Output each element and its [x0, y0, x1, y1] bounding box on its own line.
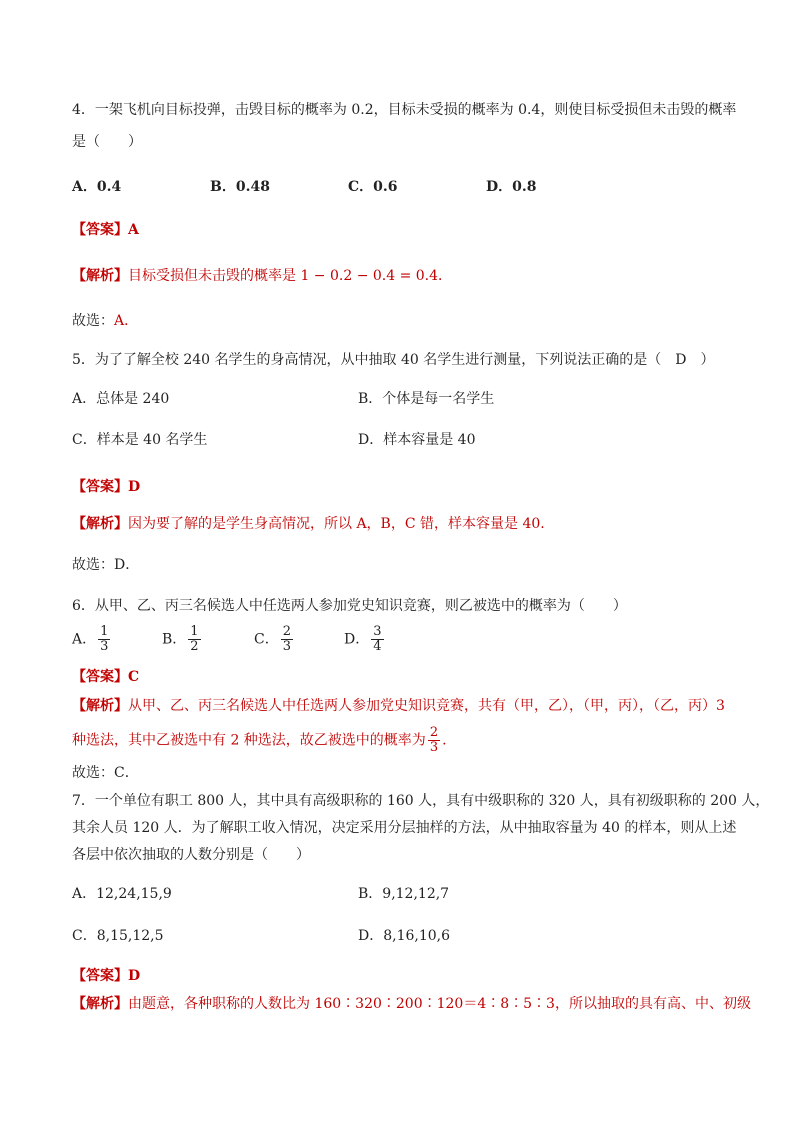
fraction-denominator: 2: [190, 639, 199, 654]
analysis-tag: 【解析】: [72, 516, 128, 532]
q5-analysis: [72, 514, 545, 534]
conclusion-value: A．: [114, 313, 139, 329]
answer-tag: 【答案】: [72, 222, 128, 238]
answer-value: A: [128, 222, 139, 238]
q5-conclusion: 故选：D．: [72, 557, 140, 573]
answer-tag: 【答案】: [72, 669, 128, 685]
fraction: [371, 625, 383, 654]
q4-option-c: C．0.6: [348, 179, 398, 195]
q7-option-b: B．9,12,12,7: [358, 886, 450, 902]
answer-value: C: [128, 669, 140, 685]
q5-option-b: B．个体是每一名学生: [358, 391, 495, 407]
q6-answer: [72, 667, 139, 687]
q7-analysis: [72, 994, 751, 1014]
conclusion-label: 故选：: [72, 313, 114, 329]
q6-option-c: [254, 625, 295, 654]
q5-answer: [72, 477, 140, 497]
analysis-text: 由题意，各种职称的人数比为 160∶320∶200∶120＝4∶8∶5∶3，所以抽取的具有高、中、初级: [128, 996, 751, 1012]
option-label: D．: [344, 631, 370, 648]
fraction: [98, 625, 110, 654]
q4-analysis: [72, 266, 452, 286]
q6-option-b: [162, 625, 203, 654]
q7-stem-line1: 7．一个单位有职工 800 人，其中具有高级职称的 160 人，具有中级职称的 320 人，具有初级职称的 200 人，: [72, 793, 770, 809]
fraction-numerator: 3: [373, 624, 382, 639]
q6-analysis-line2: [72, 726, 447, 755]
q7-stem-line2: 其余人员 120 人．为了解职工收入情况，决定采用分层抽样的方法，从中抽取容量为 40 的样本，则从上述: [72, 820, 737, 836]
option-label: A．: [72, 631, 97, 648]
fraction-numerator: 2: [429, 725, 439, 740]
q5-option-a: A．总体是 240: [72, 391, 170, 407]
q5-stem: 5．为了了解全校 240 名学生的身高情况，从中抽取 40 名学生进行测量，下列说法正确的是（ D ）: [72, 352, 715, 368]
q6-analysis-line1: [72, 696, 725, 716]
analysis-text: 种选法，其中乙被选中有 2 种选法，故乙被选中的概率为: [72, 732, 426, 749]
analysis-tag: 【解析】: [72, 268, 128, 284]
option-label: B．: [162, 631, 187, 648]
fraction-denominator: 3: [100, 639, 109, 654]
analysis-tag: 【解析】: [72, 698, 128, 714]
fraction-numerator: 2: [282, 624, 291, 639]
fraction-numerator: 1: [100, 624, 109, 639]
answer-tag: 【答案】: [72, 968, 128, 984]
fraction: [188, 625, 200, 654]
analysis-end: .: [442, 732, 447, 749]
option-label: C．: [254, 631, 279, 648]
fraction-denominator: 4: [373, 639, 382, 654]
q7-stem-line3: 各层中依次抽取的人数分别是（ ）: [72, 847, 310, 863]
fraction-denominator: 3: [429, 740, 439, 755]
answer-tag: 【答案】: [72, 479, 128, 495]
q4-option-b: B．0.48: [210, 179, 270, 195]
q4-conclusion: [72, 311, 138, 331]
q6-stem: 6．从甲、乙、丙三名候选人中任选两人参加党史知识竞赛，则乙被选中的概率为（ ）: [72, 598, 627, 614]
q5-option-c: C．样本是 40 名学生: [72, 432, 208, 448]
q7-option-d: D．8,16,10,6: [358, 928, 451, 944]
q6-option-d: [344, 625, 386, 654]
answer-value: D: [128, 479, 141, 495]
analysis-text: 因为要了解的是学生身高情况，所以 A，B，C 错，样本容量是 40.: [128, 516, 545, 532]
q4-stem-line1: 4．一架飞机向目标投弹，击毁目标的概率为 0.2，目标未受损的概率为 0.4，则使目标受损但未击毁的概率: [72, 102, 737, 118]
fraction: [281, 625, 293, 654]
fraction-numerator: 1: [190, 624, 199, 639]
analysis-tag: 【解析】: [72, 996, 128, 1012]
q7-option-a: A．12,24,15,9: [72, 886, 172, 902]
q5-option-d: D．样本容量是 40: [358, 432, 476, 448]
analysis-text: 目标受损但未击毁的概率是 1 − 0.2 − 0.4 = 0.4．: [128, 268, 453, 284]
analysis-text: 从甲、乙、丙三名候选人中任选两人参加党史知识竞赛，共有（甲，乙），（甲，丙），（乙，丙）3: [128, 698, 725, 714]
q4-option-d: D．0.8: [486, 179, 537, 195]
q6-option-a: [72, 625, 112, 654]
q7-option-c: C．8,15,12,5: [72, 928, 164, 944]
fraction-denominator: 3: [282, 639, 291, 654]
q4-answer: [72, 220, 139, 240]
analysis-fraction: [428, 726, 440, 755]
q6-conclusion: 故选：C．: [72, 765, 139, 781]
q4-option-a: A．0.4: [72, 179, 122, 195]
q7-answer: [72, 966, 140, 986]
q4-stem-line2: 是（ ）: [72, 134, 142, 150]
answer-value: D: [128, 968, 141, 984]
